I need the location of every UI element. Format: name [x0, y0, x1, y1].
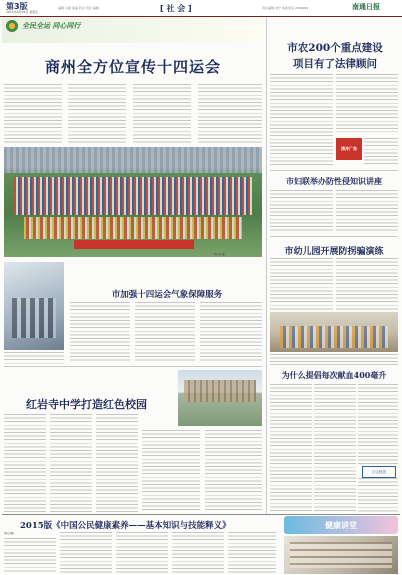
red-badge	[336, 138, 362, 160]
banner-logo-icon	[5, 19, 19, 33]
article2-caption-lines	[4, 352, 64, 364]
article3-text-col4	[142, 430, 200, 512]
shelf-lines	[290, 542, 392, 568]
article4-text-col2b	[364, 138, 398, 166]
photo-figures	[12, 298, 56, 338]
stadium-stand	[4, 147, 262, 173]
school-photo	[178, 370, 262, 426]
field-formation	[24, 217, 242, 239]
article2-text-col1	[70, 302, 130, 362]
kindergarten-photo	[270, 312, 398, 352]
children-figures	[280, 326, 388, 348]
article3-text-col5	[205, 430, 262, 512]
health-lecture-logo-text: 健康讲堂	[325, 519, 357, 530]
article2-title: 市加强十四运会气象保障服务	[111, 290, 223, 300]
article6-title: 市幼儿园开展防拐骗演练	[284, 247, 384, 257]
article3-text-col3	[96, 414, 138, 512]
stadium-photo	[4, 147, 262, 257]
article6-caption-lines	[270, 354, 398, 362]
article8-text-col3	[116, 532, 168, 574]
article6-text-col1	[270, 258, 333, 310]
article1-text-col2	[68, 84, 126, 144]
blue-badge-label: 百宝秘笈	[371, 469, 387, 474]
article4-title-line2: 项目有了法律顾问	[293, 58, 377, 70]
section-label: [ 社 会 ]	[160, 4, 192, 13]
article4-title-line1: 市农200个重点建设	[287, 42, 383, 54]
article8-title: 2015版《中国公民健康素养——基本知识与技能释义》	[20, 521, 231, 531]
article2-text-col3	[200, 302, 262, 362]
bottom-divider	[2, 514, 400, 515]
article4-text-col1	[270, 74, 333, 166]
article3-title: 红岩寺中学打造红色校园	[26, 398, 147, 411]
article7-text-col3b	[358, 478, 398, 512]
article1-title: 商州全方位宣传十四运会	[44, 58, 221, 76]
paper-logo: 南通日报	[352, 2, 380, 11]
column-divider	[266, 18, 267, 514]
health-lecture-logo	[284, 516, 398, 534]
article8-text-col4	[172, 532, 224, 574]
red-badge-label: 清冷广角	[341, 146, 357, 151]
left-meta: 编辑 吕敏 美编 校对 责任 编辑	[58, 6, 99, 10]
article4-text-col2	[336, 74, 398, 132]
article3-text-col2	[50, 414, 92, 512]
article7-text-col3	[358, 384, 398, 464]
right-divider-3	[270, 364, 398, 365]
weather-service-photo	[4, 262, 64, 350]
article3-text-col1	[4, 414, 46, 512]
page-number: 第3版	[6, 2, 28, 11]
article5-text-col1	[270, 190, 333, 232]
school-building	[184, 380, 256, 402]
article8-text-col5	[228, 532, 276, 574]
red-banner-strip	[74, 240, 194, 249]
right-meta: 责任编辑 刘宁 本版电话 2998099	[262, 6, 309, 10]
article5-title: 市妇联举办防性侵知识讲座	[286, 176, 382, 186]
date-line: 2015年8月28日 星期五	[6, 10, 39, 14]
article1-text-col3	[133, 84, 191, 144]
right-divider-1	[270, 170, 398, 171]
blue-badge	[362, 466, 396, 478]
event-banner	[2, 17, 265, 43]
article8-text-col2	[60, 532, 112, 574]
article7-text-col1	[270, 384, 312, 512]
right-divider-2	[270, 236, 398, 237]
article1-text-col1	[4, 84, 62, 144]
article2-text-col2	[135, 302, 195, 362]
photo-caption: (陈 毅 摄)	[214, 253, 226, 256]
article6-text-col2	[336, 258, 398, 310]
section-divider-1	[4, 366, 262, 367]
article7-title: 为什么提倡每次献血400毫升	[281, 370, 387, 380]
performer-crowd	[14, 177, 252, 215]
article1-text-col4	[198, 84, 262, 144]
article8-subhead: (续上期)	[4, 532, 14, 535]
article8-text-col1	[4, 538, 56, 574]
article7-text-col2	[314, 384, 356, 512]
masthead	[0, 0, 402, 17]
article5-text-col2	[336, 190, 398, 232]
pharmacy-photo	[284, 536, 398, 574]
banner-slogan: 全民全运 同心同行	[22, 22, 81, 30]
